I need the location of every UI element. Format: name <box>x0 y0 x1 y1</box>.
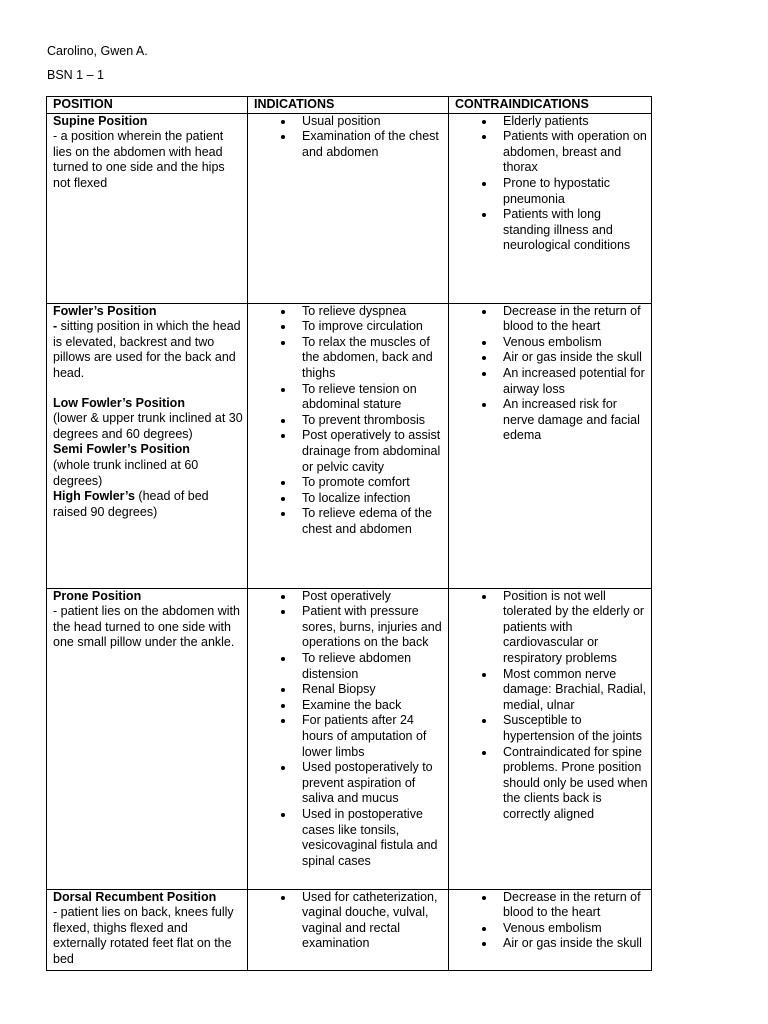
list-item: Air or gas inside the skull <box>503 350 648 366</box>
list-item: Decrease in the return of blood to the heart <box>503 304 648 335</box>
table-row <box>47 113 652 303</box>
position-description <box>53 319 244 381</box>
list-item: Air or gas inside the skull <box>503 936 648 952</box>
list-item: Patients with operation on abdomen, breast and thorax <box>503 129 647 175</box>
list-item: To relieve abdomen distension <box>302 651 445 682</box>
list-item: Venous embolism <box>503 335 648 351</box>
class-section: BSN 1 – 1 <box>47 68 104 82</box>
list-item: Patient with pressure sores, burns, injuries and operations on the back <box>302 604 445 651</box>
indications-list <box>254 589 445 870</box>
low-fowler-description: (lower & upper trunk inclined at 30 degrees and 60 degrees) <box>53 411 243 441</box>
position-cell <box>47 588 248 889</box>
list-item: Usual position <box>302 114 445 130</box>
list-item: To improve circulation <box>302 319 445 335</box>
indications-cell <box>248 588 449 889</box>
table-row <box>47 889 652 970</box>
list-item: To localize infection <box>302 491 445 507</box>
list-item: Renal Biopsy <box>302 682 445 698</box>
high-fowler-line <box>53 489 244 520</box>
high-fowler-title: High Fowler’s <box>53 489 135 504</box>
contraindications-list <box>455 304 648 444</box>
indications-cell <box>248 303 449 588</box>
semi-fowler-title: Semi Fowler’s Position <box>53 442 190 457</box>
table-row <box>47 588 652 889</box>
contraindications-cell <box>449 588 652 889</box>
position-cell <box>47 303 248 588</box>
contraindications-list <box>455 890 648 952</box>
list-item: To promote comfort <box>302 475 445 491</box>
indications-cell <box>248 889 449 970</box>
list-item: Post operatively to assist drainage from abdominal or pelvic cavity <box>302 428 445 475</box>
position-description: - patient lies on the abdomen with the head turned to one side with one small pillow under the ankle. <box>53 604 240 650</box>
list-item: Position is not well tolerated by the elderly or patients with cardiovascular or respiratory problems <box>503 589 648 667</box>
position-title: Dorsal Recumbent Position <box>53 889 217 904</box>
header-contraindications: CONTRAINDICATIONS <box>449 97 652 114</box>
list-item: Most common nerve damage: Brachial, Radial, medial, ulnar <box>503 666 647 712</box>
contraindications-cell <box>449 303 652 588</box>
list-item: Used for catheterization, vaginal douche, vulval, vaginal and rectal examination <box>302 890 445 952</box>
position-title: Prone Position <box>53 588 142 603</box>
list-item: Used in postoperative cases like tonsils, vesicovaginal fistula and spinal cases <box>302 807 445 869</box>
list-item: To relax the muscles of the abdomen, back and thighs <box>302 335 445 382</box>
list-item: Contraindicated for spine problems. Prone position should only be used when the clients back is correctly aligned <box>503 744 648 821</box>
list-item: To prevent thrombosis <box>302 413 445 429</box>
indications-list <box>254 890 445 952</box>
position-description: - a position wherein the patient lies on the abdomen with head turned to one side and the hips not flexed <box>53 129 225 190</box>
list-item: An increased risk for nerve damage and facial edema <box>503 397 648 444</box>
high-fowler-description: (head of bed raised 90 degrees) <box>53 489 209 519</box>
list-item: To relieve dyspnea <box>302 304 445 320</box>
desc-dash: - <box>53 319 58 334</box>
table-row <box>47 303 652 588</box>
list-item: Examine the back <box>302 698 445 714</box>
indications-list <box>254 304 445 538</box>
low-fowler-title: Low Fowler’s Position <box>53 395 185 410</box>
contraindications-list <box>455 114 648 254</box>
list-item: Prone to hypostatic pneumonia <box>503 176 648 207</box>
header-indications: INDICATIONS <box>248 97 449 114</box>
contraindications-cell <box>449 113 652 303</box>
list-item: Susceptible to hypertension of the joints <box>503 713 648 744</box>
position-title: Fowler’s Position <box>53 303 157 318</box>
list-item: Post operatively <box>302 589 445 605</box>
desc-text: sitting position in which the head is elevated, backrest and two pillows are used for the back and head. <box>53 319 241 380</box>
list-item: Used postoperatively to prevent aspiration of saliva and mucus <box>302 760 445 807</box>
semi-fowler-description: (whole trunk inclined at 60 degrees) <box>53 457 199 488</box>
position-description: - patient lies on back, knees fully flexed, thighs flexed and externally rotated feet flat on the bed <box>53 905 234 966</box>
contraindications-list <box>455 589 648 823</box>
list-item: To relieve edema of the chest and abdomen <box>302 506 445 537</box>
position-cell <box>47 113 248 303</box>
list-item: Venous embolism <box>503 921 648 937</box>
header-position: POSITION <box>47 97 248 114</box>
list-item: Patients with long standing illness and neurological conditions <box>503 207 648 254</box>
position-cell <box>47 889 248 970</box>
list-item: Examination of the chest and abdomen <box>302 129 445 160</box>
list-item: To relieve tension on abdominal stature <box>302 382 445 413</box>
list-item: Decrease in the return of blood to the heart <box>503 890 648 921</box>
list-item: Elderly patients <box>503 114 648 130</box>
author-name: Carolino, Gwen A. <box>47 44 148 58</box>
position-title: Supine Position <box>53 113 148 128</box>
list-item: An increased potential for airway loss <box>503 366 648 397</box>
list-item: For patients after 24 hours of amputation of lower limbs <box>302 713 445 760</box>
positions-table <box>46 96 652 971</box>
contraindications-cell <box>449 889 652 970</box>
indications-cell <box>248 113 449 303</box>
indications-list <box>254 114 445 161</box>
table-header-row <box>47 97 652 114</box>
